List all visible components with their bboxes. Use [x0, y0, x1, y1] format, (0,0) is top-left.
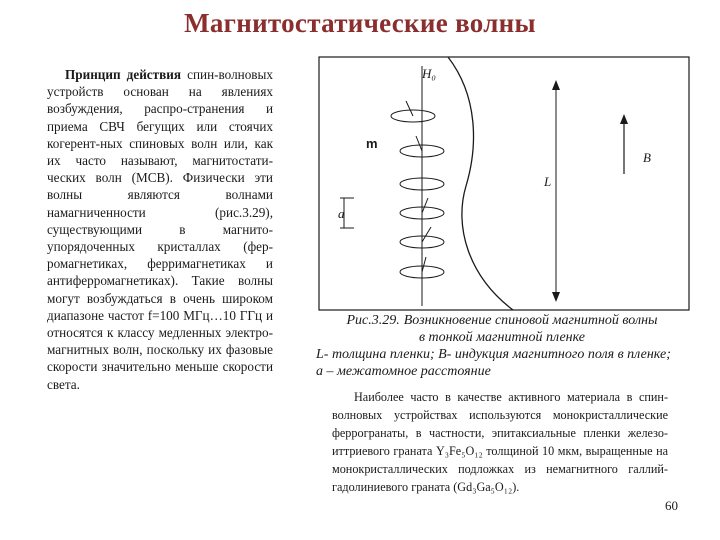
caption-title: Возникновение спиновой магнитной волны [403, 313, 658, 328]
h0-label: H₀ [422, 66, 436, 81]
page-title: Магнитостатические волны [184, 8, 536, 38]
left-text-column [47, 66, 273, 393]
caption-line-4: a – межатомное расстояние [316, 364, 491, 379]
material-note [332, 388, 668, 497]
caption-line-2: в тонкой магнитной пленке [418, 330, 586, 345]
m-label: m [366, 136, 378, 151]
caption-line-3: L- толщина пленки; B- индукция магнитного поля в пленке; [316, 347, 671, 362]
figure-number: Рис.3.29. [346, 313, 400, 328]
note-paragraph: Наиболее часто в качестве активного материала в спин-волновых устройствах используются монокристаллические феррогранаты, в частности, эпитаксиальные пленки железо-иттриевого граната Y₃Fe₅O₁₂ толщиной 10 мкм, выращенные на монокристаллических подложках из немагнитного галлий-гадолиниевого граната (Gd₃Ga₅O₁₂). [332, 390, 668, 495]
film-boundary-curve [448, 57, 513, 310]
lead-phrase: Принцип действия [65, 67, 181, 82]
figure-frame [319, 57, 689, 310]
spin-precession-cones [391, 101, 444, 278]
a-label: a [338, 206, 345, 221]
b-label: B [643, 150, 651, 165]
paragraph-body: спин-волновых устройств основан на явлениях возбуждения, распро-странения и приема СВЧ бегущих или стоячих когерент-ных спиновых волн или, как их часто называют, магнитостати-ческих волн (МСВ). Физически эти волны являются волнами намагниченности (рис.3.29), существующими в магнито-упорядоченных кристаллах (фер-ромагнетиках, ферримагнетиках и антиферромагнетиках). Такие волны могут возбуждаться в очень широком диапазоне частот f=100 МГц…10 ГГц и относятся к классу медленных электро-магнитных волн, поскольку их фазовые скорости значительно меньше скорости света. [47, 67, 273, 392]
page-number: 60 [665, 498, 678, 513]
figure-caption [312, 312, 692, 380]
spin-wave-figure [318, 56, 690, 311]
caption-line-1 [312, 312, 692, 329]
l-label: L [544, 174, 552, 189]
left-paragraph [47, 66, 273, 393]
